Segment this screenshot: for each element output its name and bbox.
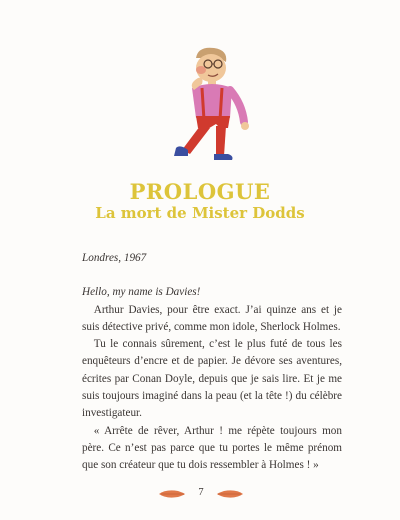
page-number: 7 <box>198 487 204 498</box>
body-text <box>82 250 342 475</box>
greeting-line: Hello, my name is Davies! <box>82 286 201 299</box>
chapter-title: PROLOGUE <box>129 179 271 204</box>
chapter-heading <box>0 180 400 222</box>
illustration-boy-walking <box>158 44 254 168</box>
paragraph: « Arrête de rêver, Arthur ! me répète toujours mon père. Ce n’est pas parce que tu portes le même prénom que son créateur que tu dois ressembler à Holmes ! » <box>82 424 342 472</box>
paragraph: Arthur Davies, pour être exact. J’ai quinze ans et je suis détective privé, comme mon idole, Sherlock Holmes. <box>82 303 342 333</box>
paragraph: Tu le connais sûrement, c’est le plus futé de tous les enquêteurs d’encre et de papier. Je dévore ses aventures, écrites par Conan Doyle, depuis que je sais lire. Et je me suis toujours imaginé dans la peau (et la tête !) du célèbre investigateur. <box>82 338 342 420</box>
place-date: Londres, 1967 <box>82 252 147 264</box>
feather-right-icon <box>216 489 244 499</box>
chapter-subtitle: La mort de Mister Dodds <box>95 204 305 222</box>
page-footer <box>0 486 400 502</box>
feather-left-icon <box>158 489 186 499</box>
